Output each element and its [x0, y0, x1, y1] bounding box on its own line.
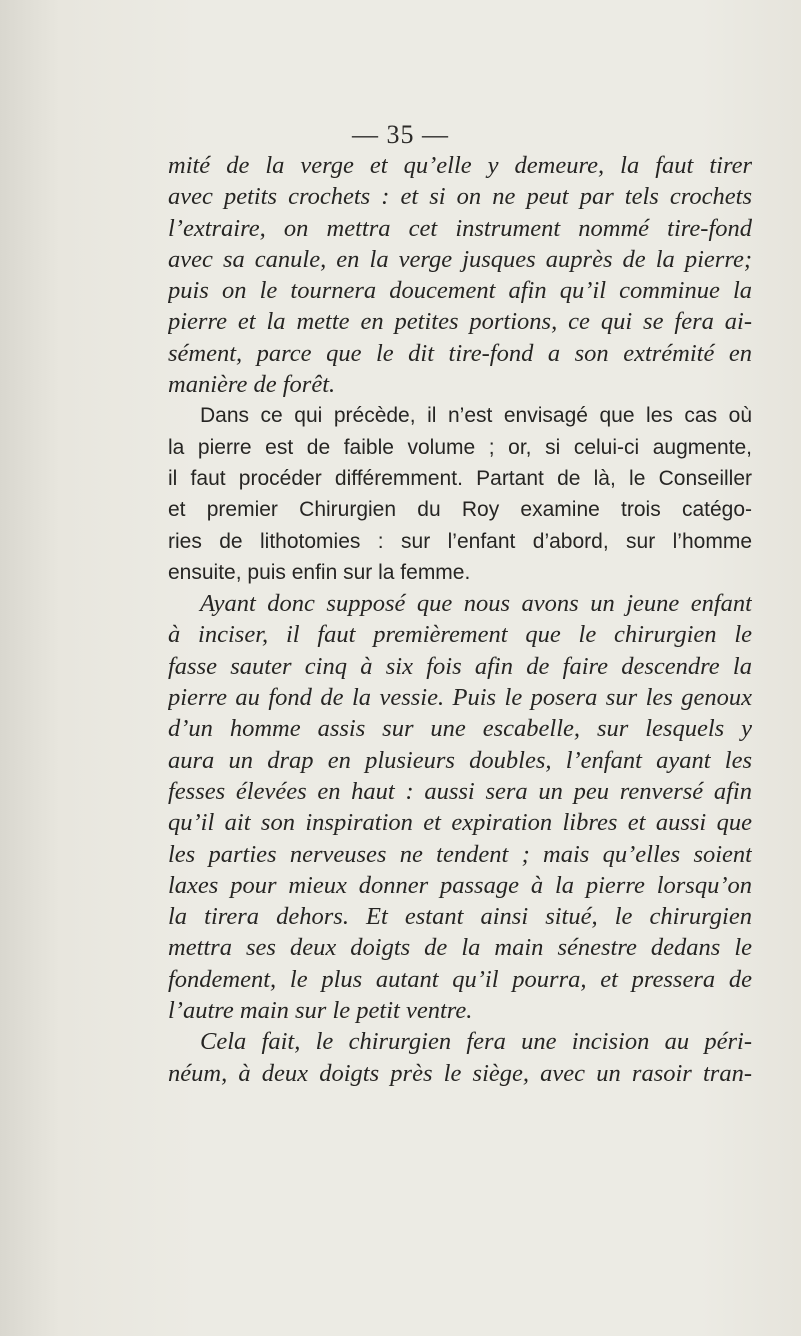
text-line: pierre au fond de la vessie. Puis le posera sur les genoux	[168, 684, 752, 712]
text-line: Ayant donc supposé que nous avons un jeune enfant	[200, 590, 752, 618]
text-line: puis on le tournera doucement afin qu’il comminue la	[168, 277, 752, 305]
text-line: ries de lithotomies : sur l’enfant d’abord, sur l’homme	[168, 529, 752, 553]
text-line: pierre et la mette en petites portions, ce qui se fera ai-	[168, 308, 752, 336]
text-line: sément, parce que le dit tire-fond a son extrémité en	[168, 339, 752, 367]
text-line: mité de la verge et qu’elle y demeure, la faut tirer	[168, 152, 752, 179]
text-line: la pierre est de faible volume ; or, si celui-ci augmente,	[168, 435, 752, 459]
text-line: d’un homme assis sur une escabelle, sur lesquels y	[168, 715, 752, 743]
text-line: néum, à deux doigts près le siège, avec un rasoir tran-	[168, 1059, 752, 1087]
body-text	[168, 150, 752, 1089]
text-line: à inciser, il faut premièrement que le chirurgien le	[168, 621, 752, 649]
text-line: avec sa canule, en la verge jusques auprès de la pierre;	[168, 245, 752, 273]
text-line: Cela fait, le chirurgien fera une incision au péri-	[200, 1028, 752, 1056]
text-line: ensuite, puis enfin sur la femme.	[168, 560, 471, 584]
text-line: les parties nerveuses ne tendent ; mais qu’elles soient	[168, 840, 752, 868]
text-line: l’extraire, on mettra cet instrument nommé tire-fond	[168, 214, 752, 242]
text-line: laxes pour mieux donner passage à la pierre lorsqu’on	[168, 871, 752, 899]
text-line: avec petits crochets : et si on ne peut par tels crochets	[168, 183, 752, 211]
page-number: — 35 —	[352, 120, 449, 149]
text-line: qu’il ait son inspiration et expiration libres et aussi que	[168, 809, 752, 837]
text-line: aura un drap en plusieurs doubles, l’enfant ayant les	[168, 746, 752, 774]
text-line: fondement, le plus autant qu’il pourra, et pressera de	[168, 965, 752, 993]
text-line: il faut procéder différemment. Partant de là, le Conseiller	[168, 466, 752, 490]
text-line: et premier Chirurgien du Roy examine trois catégo-	[168, 498, 752, 522]
text-line: manière de forêt.	[168, 371, 336, 399]
text-line: l’autre main sur le petit ventre.	[168, 997, 473, 1025]
text-line: fasse sauter cinq à six fois afin de faire descendre la	[168, 652, 752, 680]
text-line: fesses élevées en haut : aussi sera un peu renversé afin	[168, 777, 752, 805]
text-line: mettra ses deux doigts de la main sénestre dedans le	[168, 934, 752, 962]
text-line: Dans ce qui précède, il n’est envisagé que les cas où	[200, 404, 752, 428]
text-line: la tirera dehors. Et estant ainsi situé, le chirurgien	[168, 903, 752, 931]
